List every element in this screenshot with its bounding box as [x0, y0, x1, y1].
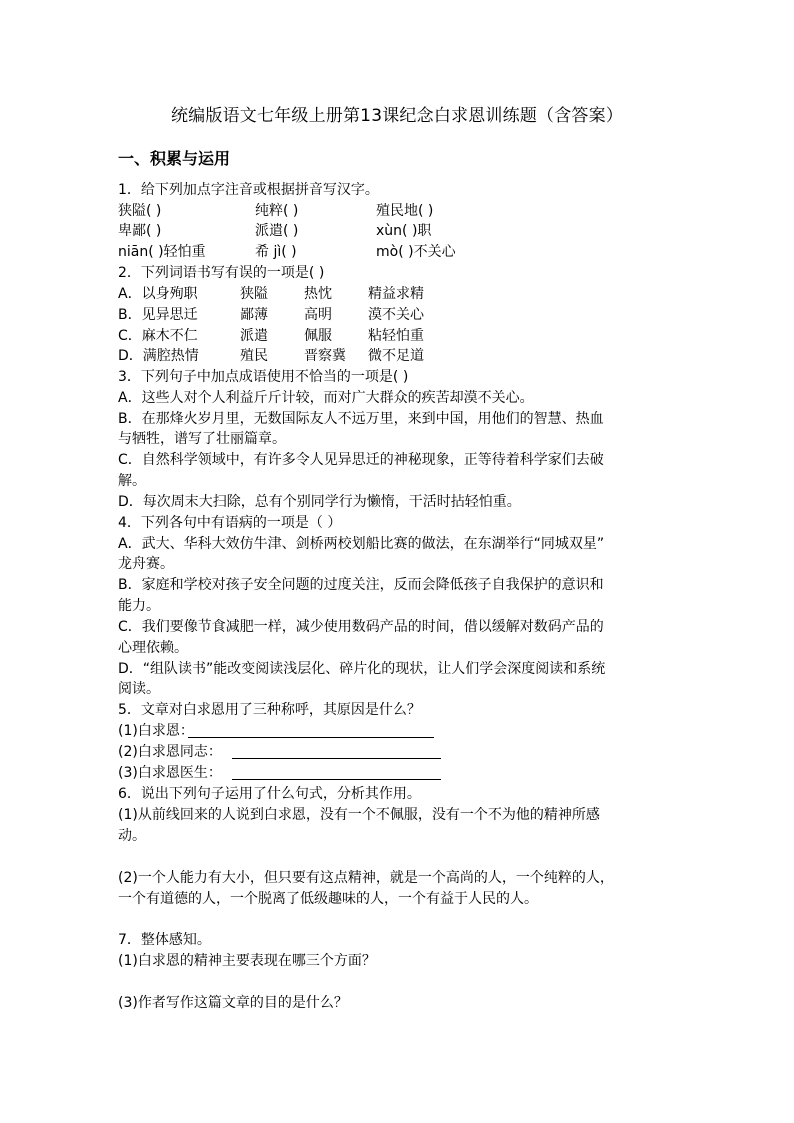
q4-line: 阅读。 [118, 681, 160, 697]
q2-option-word: 漠不关心 [368, 307, 424, 323]
q2-option-word: 晋察冀 [304, 348, 346, 364]
page-title: 统编版语文七年级上册第13课纪念白求恩训练题（含答案） [170, 106, 624, 126]
q3-line: C．自然科学领域中，有许多令人见异思迁的神秘现象，正等待着科学家们去破 [118, 452, 604, 468]
q4-line: C．我们要像节食减肥一样，减少使用数码产品的时间，借以缓解对数码产品的 [118, 619, 604, 635]
q1-item: mò( )不关心 [376, 244, 456, 260]
q4-line: 能力。 [118, 598, 160, 614]
q2-option-word: 狭隘 [240, 286, 268, 302]
q2-option-word: 殖民 [240, 348, 268, 364]
q1-item: 纯粹( ) [255, 203, 299, 219]
q4-line: 龙舟赛。 [118, 556, 174, 572]
q7-line: (3)作者写作这篇文章的目的是什么？ [118, 995, 348, 1011]
q2-option-word: A．以身殉职 [118, 286, 198, 302]
q5-answer-line[interactable] [232, 758, 441, 759]
q1-item: 狭隘( ) [118, 203, 162, 219]
q2-option-word: B．见异思迁 [118, 307, 198, 323]
q5-item: (1)白求恩： [118, 723, 194, 739]
q2-option-word: 热忱 [304, 286, 332, 302]
q2-option-word: 粘轻怕重 [368, 328, 424, 344]
q3-line: A．这些人对个人利益斤斤计较，而对广大群众的疾苦却漠不关心。 [118, 390, 534, 406]
q5-answer-line[interactable] [188, 737, 434, 738]
q1-item: 卑鄙( ) [118, 223, 162, 239]
q2-option-word: C．麻木不仁 [118, 328, 198, 344]
q2-option-word: 微不足道 [368, 348, 424, 364]
q6-line: (2)一个人能力有大小，但只要有这点精神，就是一个高尚的人，一个纯粹的人， [118, 870, 614, 886]
q1-item: 希 jì( ) [255, 244, 297, 260]
question-3-stem: 3．下列句子中加点成语使用不恰当的一项是( ) [118, 369, 409, 385]
q3-line: 与牺牲，谱写了壮丽篇章。 [118, 431, 286, 447]
q1-item: 殖民地( ) [376, 203, 434, 219]
q5-answer-line[interactable] [232, 779, 441, 780]
q3-line: D．每次周末大扫除，总有个别同学行为懒惰，干活时拈轻怕重。 [118, 494, 521, 510]
q2-option-word: 高明 [304, 307, 332, 323]
question-2-stem: 2．下列词语书写有误的一项是( ) [118, 265, 325, 281]
q6-line: 一个有道德的人，一个脱离了低级趣味的人，一个有益于人民的人。 [118, 891, 538, 907]
q4-line: A．武大、华科大效仿牛津、剑桥两校划船比赛的做法，在东湖举行“同城双星” [118, 536, 605, 552]
q6-line: 动。 [118, 828, 146, 844]
q4-line: 心理依赖。 [118, 640, 188, 656]
section-heading: 一、积累与运用 [118, 149, 231, 168]
q3-line: 解。 [118, 473, 146, 489]
q1-item: niān( )轻怕重 [118, 244, 206, 260]
q4-line: D．“组队读书”能改变阅读浅层化、碎片化的现状，让人们学会深度阅读和系统 [118, 661, 606, 677]
q2-option-word: 鄙薄 [240, 307, 268, 323]
question-5-stem: 5．文章对白求恩用了三种称呼，其原因是什么？ [118, 702, 421, 718]
q1-item: 派遣( ) [255, 223, 299, 239]
question-7-stem: 7．整体感知。 [118, 932, 211, 948]
question-6-stem: 6．说出下列句子运用了什么句式，分析其作用。 [118, 786, 421, 802]
q5-item: (3)白求恩医生： [118, 765, 222, 781]
q2-option-word: 精益求精 [368, 286, 424, 302]
q7-line: (1)白求恩的精神主要表现在哪三个方面？ [118, 953, 376, 969]
q1-item: xùn( )职 [376, 223, 432, 239]
q4-line: B．家庭和学校对孩子安全问题的过度关注，反而会降低孩子自我保护的意识和 [118, 577, 604, 593]
q6-line: (1)从前线回来的人说到白求恩，没有一个不佩服，没有一个不为他的精神所感 [118, 807, 600, 823]
q2-option-word: 佩服 [304, 328, 332, 344]
question-4-stem: 4．下列各句中有语病的一项是（ ） [118, 515, 342, 531]
q2-option-word: D．满腔热情 [118, 348, 199, 364]
question-1-stem: 1．给下列加点字注音或根据拼音写汉字。 [118, 182, 379, 198]
q2-option-word: 派遣 [240, 328, 268, 344]
q5-item: (2)白求恩同志： [118, 744, 222, 760]
q3-line: B．在那烽火岁月里，无数国际友人不远万里，来到中国，用他们的智慧、热血 [118, 411, 604, 427]
